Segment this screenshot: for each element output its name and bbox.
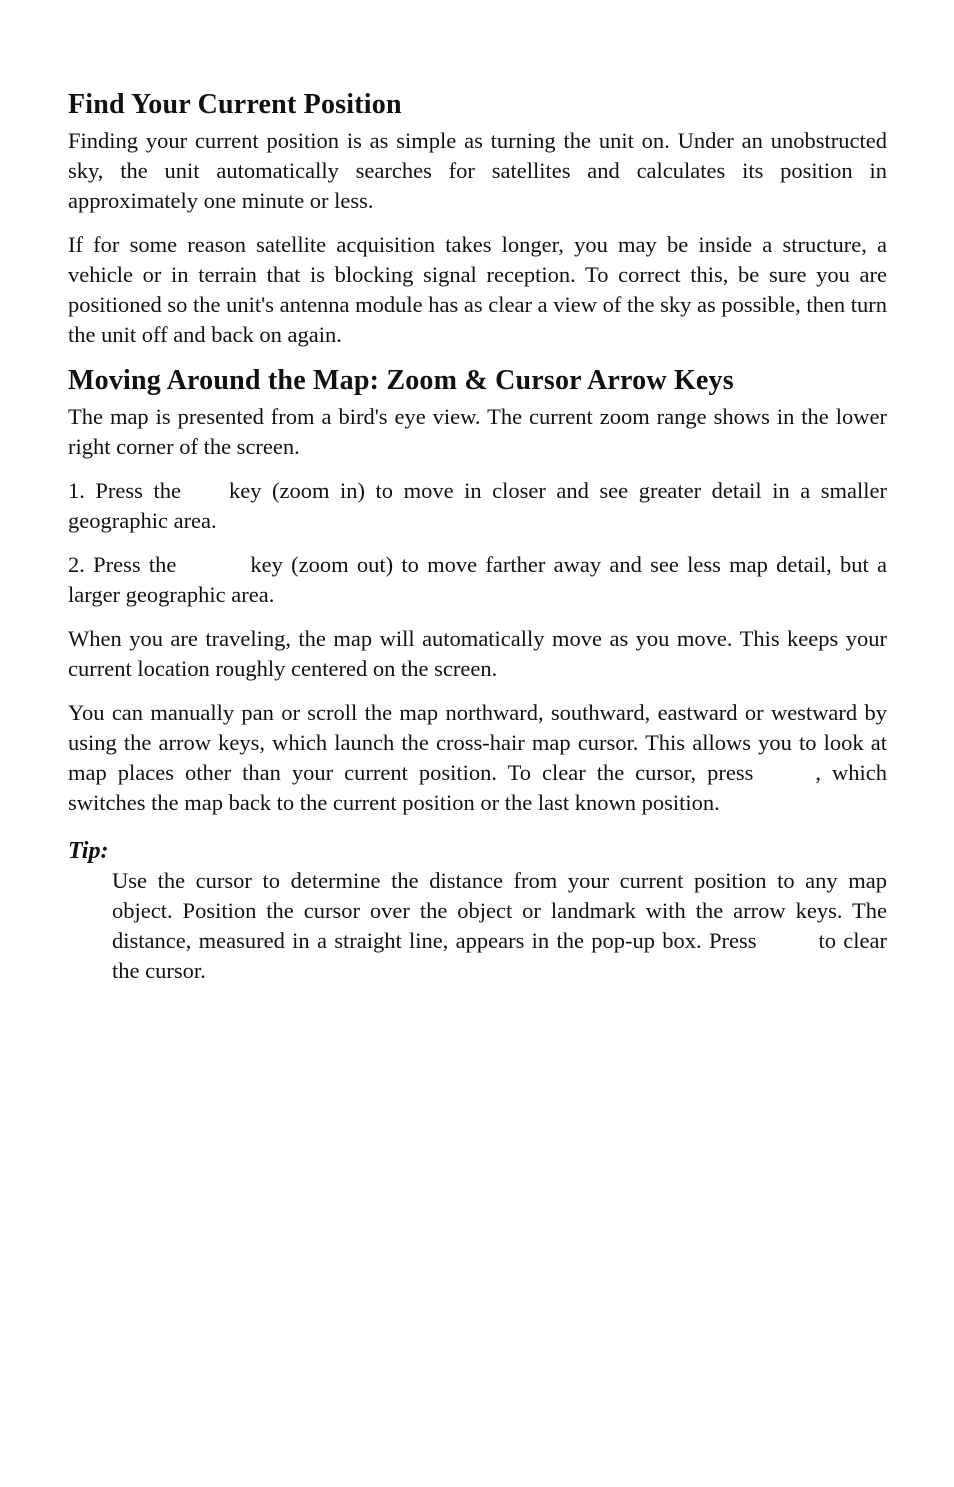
manual-page <box>68 88 887 986</box>
step1-text-after: key (zoom in) to move in closer and see greater detail in a smaller geographic area. <box>68 478 887 533</box>
tip-label: Tip: <box>68 838 109 864</box>
step2-text-before: 2. Press the <box>68 552 177 577</box>
tip-paragraph <box>112 866 887 986</box>
step1-text-before: 1. Press the <box>68 478 181 503</box>
paragraph-step-zoom-in <box>68 476 887 536</box>
paragraph-pan-scroll <box>68 698 887 818</box>
tip-block <box>112 866 887 986</box>
pan-text-after: , which switches the map back to the current position or the last known position. <box>68 760 887 815</box>
heading-find-position: Find Your Current Position <box>68 89 402 120</box>
paragraph-find-position-1: Finding your current position is as simple as turning the unit on. Under an unobstructed sky, the unit automatically searches for satellites and calculates its position in approximately one minute or less. <box>68 128 887 213</box>
heading-moving-around-map: Moving Around the Map: Zoom & Cursor Arrow Keys <box>68 365 734 396</box>
paragraph-step-zoom-out <box>68 550 887 610</box>
pan-text-before: You can manually pan or scroll the map northward, southward, eastward or westward by using the arrow keys, which launch the cross-hair map cursor. This allows you to look at map places other than your current position. To clear the cursor, press <box>68 700 887 785</box>
paragraph-find-position-2: If for some reason satellite acquisition takes longer, you may be inside a structure, a vehicle or in terrain that is blocking signal reception. To correct this, be sure you are positioned so the unit's antenna module has as clear a view of the sky as possible, then turn the unit off and back on again. <box>68 232 887 347</box>
tip-text-after: to clear the cursor. <box>112 928 887 983</box>
paragraph-traveling: When you are traveling, the map will automatically move as you move. This keeps your current location roughly centered on the screen. <box>68 626 887 681</box>
paragraph-map-intro: The map is presented from a bird's eye view. The current zoom range shows in the lower right corner of the screen. <box>68 404 887 459</box>
tip-text-before: Use the cursor to determine the distance from your current position to any map object. Position the cursor over the object or landmark with the arrow keys. The distance, measured in a straight line, appears in the pop-up box. Press <box>112 868 887 953</box>
step2-text-after: key (zoom out) to move farther away and see less map detail, but a larger geographic area. <box>68 552 887 607</box>
